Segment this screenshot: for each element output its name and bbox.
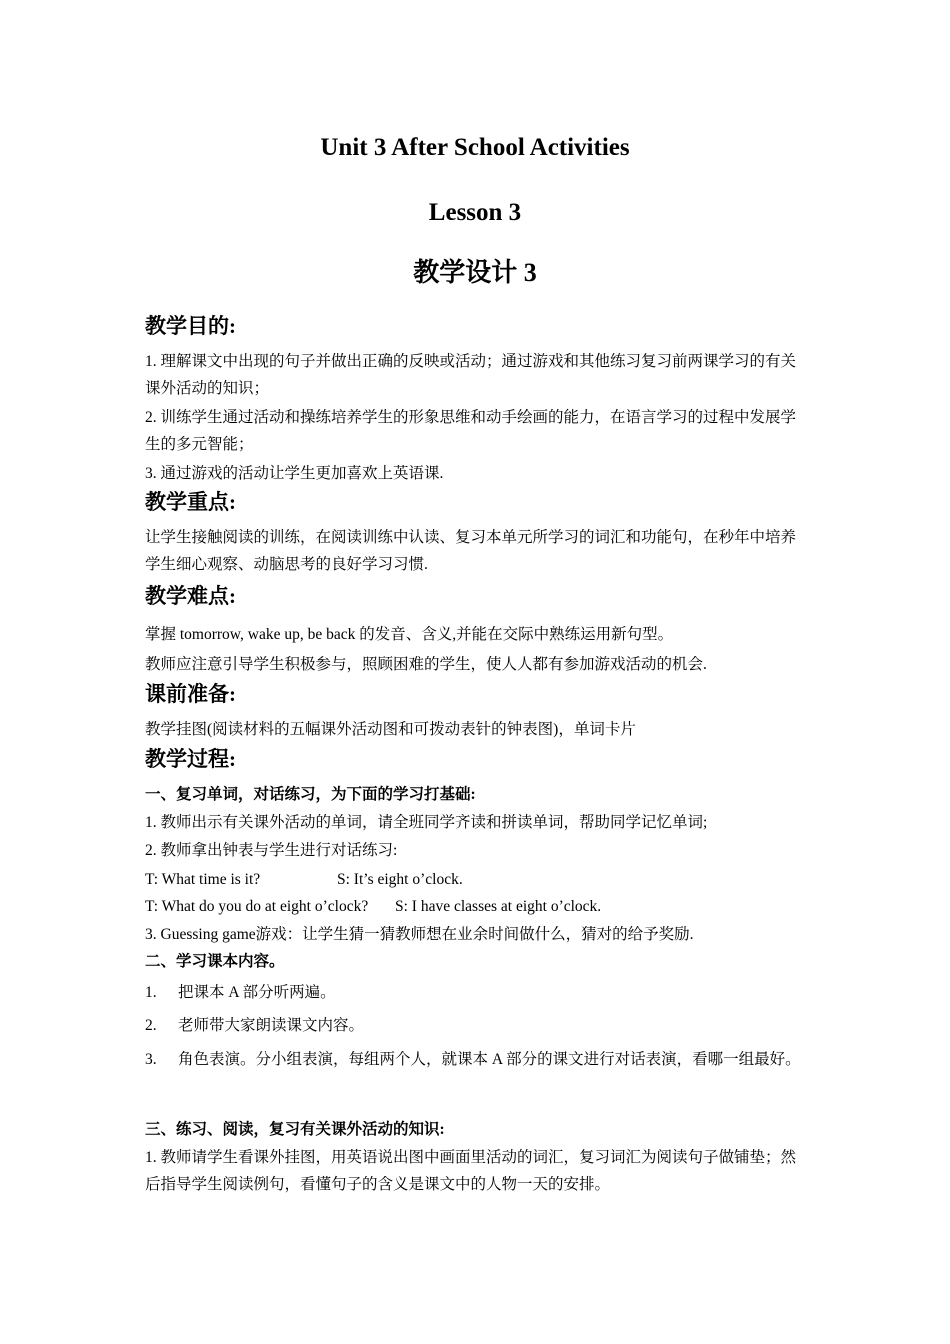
list-item-text: 老师带大家朗读课文内容。 <box>178 1017 365 1034</box>
section-1-item-3: 3. Guessing game游戏：让学生猜一猜教师想在业余时间做什么，猜对的给予奖励. <box>145 926 694 943</box>
process-heading: 教学过程: <box>145 747 236 771</box>
key-points-text: 让学生接触阅读的训练，在阅读训练中认读、复习本单元所学习的词汇和功能句，在秒年中培养学生细心观察、动脑思考的良好学习习惯. <box>145 529 797 573</box>
dialogue-student-2: S: I have classes at eight o’clock. <box>395 898 602 915</box>
unit-title: Unit 3 After School Activities <box>320 134 630 161</box>
objective-item-1: 1. 理解课文中出现的句子并做出正确的反映或活动；通过游戏和其他练习复习前两课学习的有关课外活动的知识； <box>145 353 797 397</box>
section-3-item-1: 1. 教师请学生看课外挂图，用英语说出图中画面里活动的词汇，复习词汇为阅读句子做铺垫；然后指导学生阅读例句，看懂句子的含义是课文中的人物一天的安排。 <box>145 1149 797 1193</box>
section-1-item-1: 1. 教师出示有关课外活动的单词，请全班同学齐读和拼读单词，帮助同学记忆单词; <box>145 814 708 831</box>
section-2-heading: 二、学习课本内容。 <box>145 953 285 970</box>
list-item-text: 角色表演。分小组表演，每组两个人，就课本 A 部分的课文进行对话表演，看哪一组最好。 <box>178 1051 801 1068</box>
dialogue-student-1: S: It’s eight o’clock. <box>337 871 463 888</box>
objective-item-3: 3. 通过游戏的活动让学生更加喜欢上英语课. <box>145 465 444 482</box>
difficulties-heading: 教学难点: <box>145 584 236 608</box>
preparation-text: 教学挂图(阅读材料的五幅课外活动图和可拨动表针的钟表图)，单词卡片 <box>145 721 636 738</box>
section-1-item-2: 2. 教师拿出钟表与学生进行对话练习: <box>145 842 398 859</box>
dialogue-teacher-1: T: What time is it? <box>145 871 261 888</box>
section-1-heading: 一、复习单词，对话练习，为下面的学习打基础: <box>145 786 476 803</box>
key-points-heading: 教学重点: <box>145 490 236 514</box>
list-item-number: 3. <box>145 1051 157 1068</box>
list-item-number: 1. <box>145 984 157 1001</box>
difficulties-line-2: 教师应注意引导学生积极参与，照顾困难的学生，使人人都有参加游戏活动的机会. <box>145 656 707 673</box>
difficulties-line-1: 掌握 tomorrow, wake up, be back 的发音、含义,并能在交际中熟练运用新句型。 <box>145 626 674 643</box>
objectives-heading: 教学目的: <box>145 314 236 338</box>
dialogue-teacher-2: T: What do you do at eight o’clock? <box>145 898 369 915</box>
list-item <box>145 1038 810 1082</box>
preparation-heading: 课前准备: <box>145 682 236 706</box>
objective-item-2: 2. 训练学生通过活动和操练培养学生的形象思维和动手绘画的能力，在语言学习的过程中发展学生的多元智能； <box>145 409 797 453</box>
lesson-title: Lesson 3 <box>428 199 522 226</box>
section-3-heading: 三、练习、阅读，复习有关课外活动的知识: <box>145 1121 445 1138</box>
design-title: 教学设计 3 <box>413 258 537 287</box>
list-item-text: 把课本 A 部分听两遍。 <box>178 984 336 1001</box>
list-item-number: 2. <box>145 1017 157 1034</box>
